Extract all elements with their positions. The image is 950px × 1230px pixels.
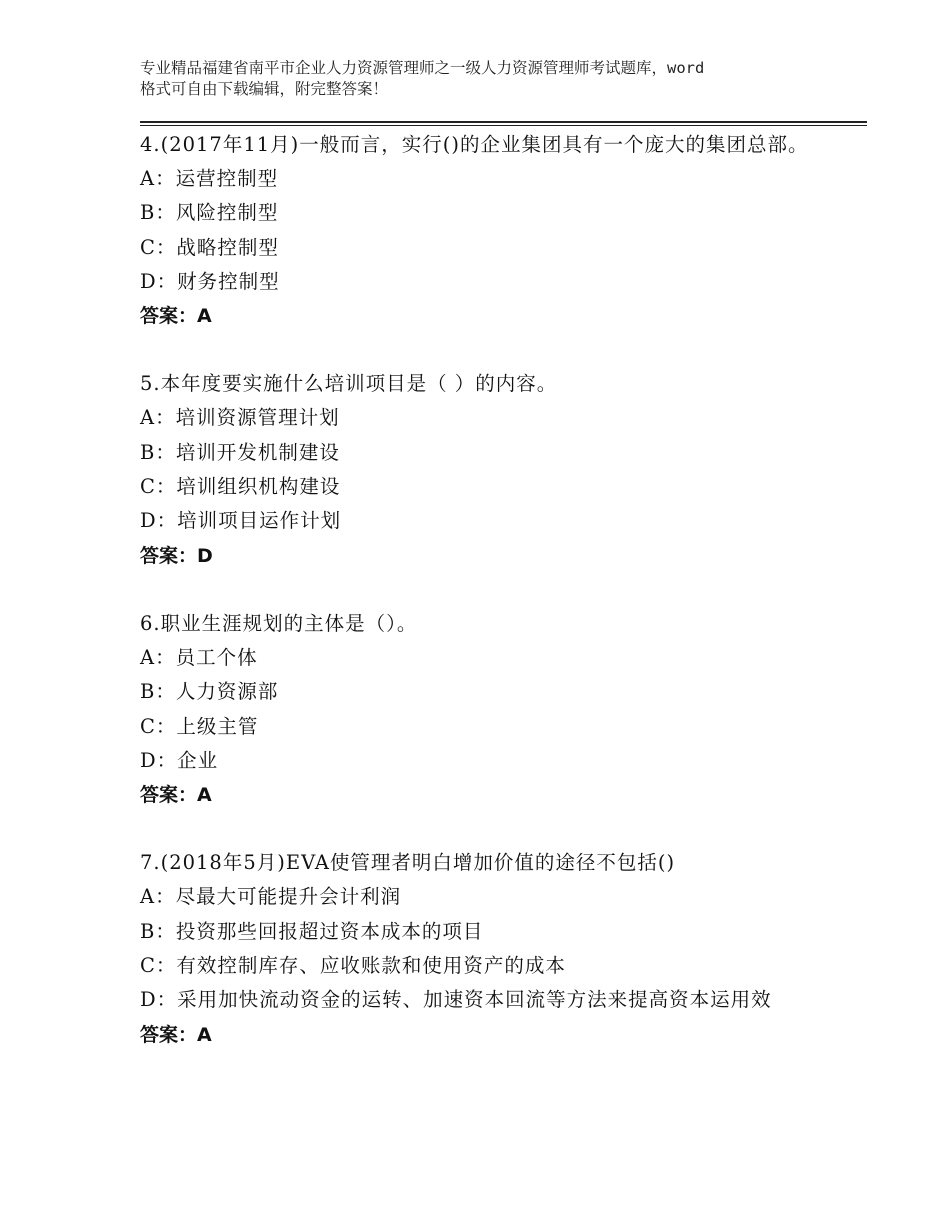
option-d: D：财务控制型 <box>140 269 280 293</box>
document-header <box>140 58 840 100</box>
option-d: D：采用加快流动资金的运转、加速资本回流等方法来提高资本运用效 <box>140 988 772 1012</box>
question-stem: 4.(2017年11月)一般而言，实行()的企业集团具有一个庞大的集团总部。 <box>140 133 809 156</box>
question-stem: 7.(2018年5月)EVA使管理者明白增加价值的途径不包括() <box>140 851 676 875</box>
header-line-1: 专业精品福建省南平市企业人力资源管理师之一级人力资源管理师考试题库，word <box>140 59 705 77</box>
question-5 <box>140 367 840 572</box>
option-c: C：上级主管 <box>140 714 259 738</box>
spacer <box>140 812 840 846</box>
answer: 答案：A <box>140 784 212 807</box>
question-list <box>140 128 840 1052</box>
option-a: A：员工个体 <box>140 645 258 669</box>
option-c: C：战略控制型 <box>140 235 279 259</box>
option-b: B：风险控制型 <box>140 201 279 225</box>
option-c: C：有效控制库存、应收账款和使用资产的成本 <box>140 954 566 978</box>
option-a: A：尽最大可能提升会计利润 <box>140 885 402 909</box>
question-7 <box>140 846 840 1051</box>
option-d: D：企业 <box>140 748 219 772</box>
answer: 答案：A <box>140 1023 212 1046</box>
spacer <box>140 333 840 367</box>
header-line-2: 格式可自由下载编辑，附完整答案！ <box>140 80 389 98</box>
option-b: B：人力资源部 <box>140 680 279 704</box>
option-d: D：培训项目运作计划 <box>140 509 342 533</box>
question-4 <box>140 128 840 333</box>
question-6 <box>140 607 840 812</box>
spacer <box>140 573 840 607</box>
question-stem: 5.本年度要实施什么培训项目是（ ）的内容。 <box>140 372 558 396</box>
option-b: B：培训开发机制建设 <box>140 440 340 464</box>
header-divider <box>140 121 867 126</box>
option-b: B：投资那些回报超过资本成本的项目 <box>140 919 484 943</box>
option-a: A：培训资源管理计划 <box>140 406 340 430</box>
answer: 答案：A <box>140 305 212 328</box>
option-c: C：培训组织机构建设 <box>140 475 341 499</box>
option-a: A：运营控制型 <box>140 167 279 190</box>
question-stem: 6.职业生涯规划的主体是（）。 <box>140 611 418 635</box>
answer: 答案：D <box>140 544 213 567</box>
